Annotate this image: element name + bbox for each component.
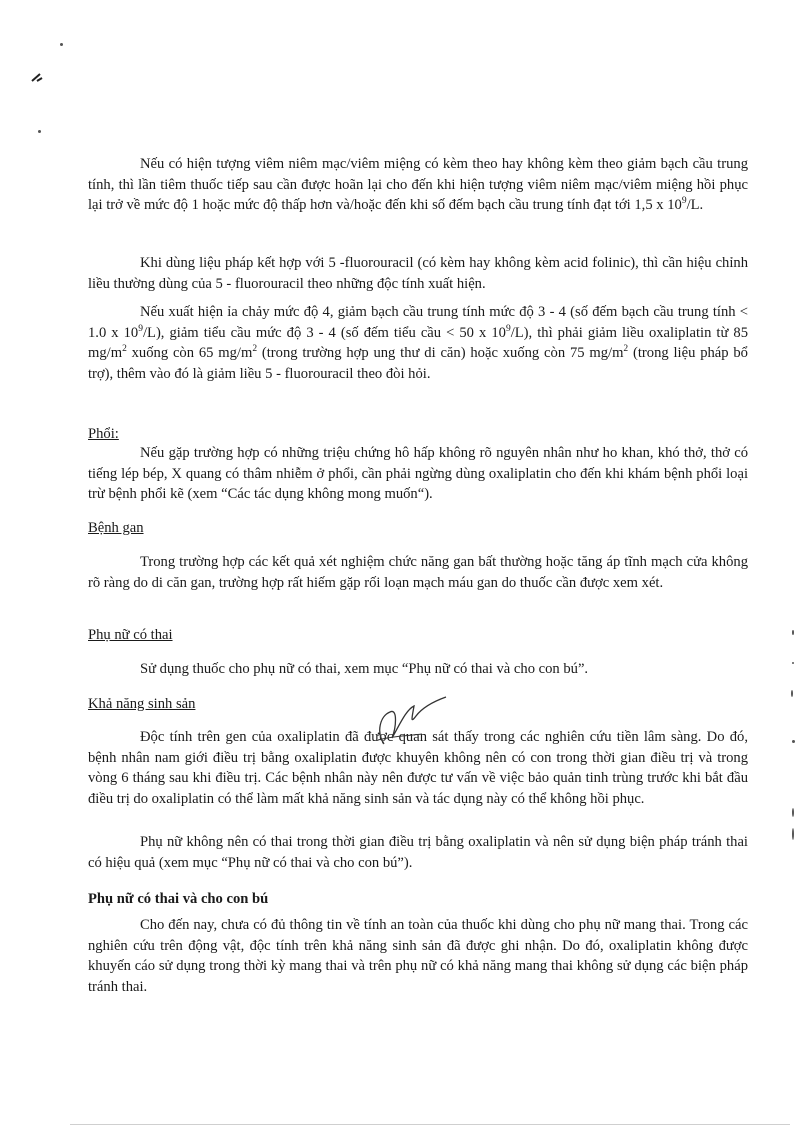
- heading-fertility: Khả năng sinh sản: [88, 696, 196, 712]
- paragraph-text: /L), giảm tiểu cầu mức độ 3 - 4 (số đếm tiểu cầu < 50 x 10: [142, 324, 506, 341]
- handwritten-signature: [366, 694, 452, 752]
- superscript: 2: [122, 344, 127, 355]
- paragraph-text: Nếu có hiện tượng viêm niêm mạc/viêm miệng có kèm theo hay không kèm theo giảm bạch cầu trung tính, thì lần tiêm thuốc tiếp sau cần được hoãn lại cho đến khi hiện tượng viêm niêm mạc/viêm miệng hồi phục lại trở về mức độ 1 hoặc mức độ thấp hơn và/hoặc đến khi số đếm bạch cầu trung tính đạt tới 1,5 x 10: [88, 156, 748, 214]
- scan-speck: [792, 630, 794, 635]
- superscript: 2: [252, 344, 258, 355]
- paragraph-text: /L.: [686, 197, 704, 214]
- scan-speck: [791, 690, 793, 697]
- superscript: 2: [623, 344, 629, 355]
- superscript: 9: [138, 323, 143, 334]
- heading-lung: Phổi:: [88, 426, 119, 442]
- paragraph-text: xuống còn 65 mg/m: [126, 345, 253, 362]
- footer-rule: [70, 1124, 790, 1125]
- paragraph-dose-reduction: [88, 302, 748, 384]
- scan-mark: [30, 70, 46, 86]
- scan-speck: [60, 43, 63, 46]
- paragraph-combination-therapy: Khi dùng liệu pháp kết hợp với 5 -fluorouracil (có kèm hay không kèm acid folinic), thì cần hiệu chỉnh liều thường dùng của 5 - fluorouracil theo những độc tính xuất hiện.: [88, 255, 748, 292]
- scan-speck: [792, 740, 795, 743]
- paragraph-fertility: Độc tính trên gen của oxaliplatin đã được quan sát thấy trong các nghiên cứu tiền lâm sàng. Do đó, bệnh nhân nam giới điều trị bằng oxaliplatin được khuyên không nên có con trong thời gian điều trị và trong vòng 6 tháng sau khi điều trị. Các bệnh nhân này nên được tư vấn về việc bảo quản tinh trùng trước khi bắt đầu điều trị do oxaliplatin có thể làm mất khả năng sinh sản và tác dụng này có thể không hồi phục.: [88, 729, 748, 807]
- paragraph-text: (trong trường hợp ung thư di căn) hoặc xuống còn 75 mg/m: [257, 345, 624, 362]
- superscript: 9: [505, 323, 511, 334]
- paragraph-liver: Trong trường hợp các kết quả xét nghiệm chức năng gan bất thường hoặc tăng áp tĩnh mạch cửa không rõ ràng do di căn gan, trường hợp rất hiếm gặp rối loạn mạch máu gan do thuốc cần được xem xét.: [88, 554, 748, 591]
- paragraph-text: (trong liệu pháp bổ trợ), thêm vào đó là giảm liều 5 - fluorouracil theo đòi hỏi.: [88, 345, 748, 382]
- heading-liver-disease: Bệnh gan: [88, 520, 144, 536]
- paragraph-pregnancy-safety: Cho đến nay, chưa có đủ thông tin về tính an toàn của thuốc khi dùng cho phụ nữ mang thai. Trong các nghiên cứu trên động vật, độc tính trên khả năng sinh sản đã được ghi nhận. Do đó, oxaliplatin không được khuyến cáo sử dụng trong thời kỳ mang thai và trên phụ nữ có khả năng mang thai không sử dụng các biện pháp tránh thai.: [88, 917, 748, 995]
- scan-speck: [38, 130, 41, 133]
- heading-pregnant-women: Phụ nữ có thai: [88, 627, 173, 643]
- superscript: 9: [681, 196, 687, 207]
- paragraph-mucositis: [88, 154, 748, 216]
- heading-pregnancy-breastfeeding: Phụ nữ có thai và cho con bú: [88, 891, 269, 907]
- paragraph-contraception: Phụ nữ không nên có thai trong thời gian điều trị bằng oxaliplatin và nên sử dụng biện pháp tránh thai có hiệu quả (xem mục “Phụ nữ có thai và cho con bú”).: [88, 834, 748, 871]
- paragraph-respiratory: Nếu gặp trường hợp có những triệu chứng hô hấp không rõ nguyên nhân như ho khan, khó thở, thở có tiếng lép bép, X quang có thâm nhiễm ở phổi, cần phải ngừng dùng oxaliplatin cho đến khi khám bệnh phổi loại trừ bệnh phổi kẽ (xem “Các tác dụng không mong muốn“).: [88, 445, 748, 503]
- paragraph-text: Nếu xuất hiện ỉa chảy mức độ 4, giảm bạch cầu trung tính mức độ 3 - 4 (số đếm bạch cầu trung tính < 1.0 x 10: [88, 304, 748, 341]
- paragraph-pregnancy-reference: Sử dụng thuốc cho phụ nữ có thai, xem mục “Phụ nữ có thai và cho con bú”.: [140, 661, 589, 677]
- scan-speck: [792, 828, 794, 840]
- paragraph-text: /L), thì phải giảm liều oxaliplatin từ 85 mg/m: [88, 324, 749, 362]
- scan-speck: [792, 662, 794, 664]
- scan-speck: [792, 808, 794, 817]
